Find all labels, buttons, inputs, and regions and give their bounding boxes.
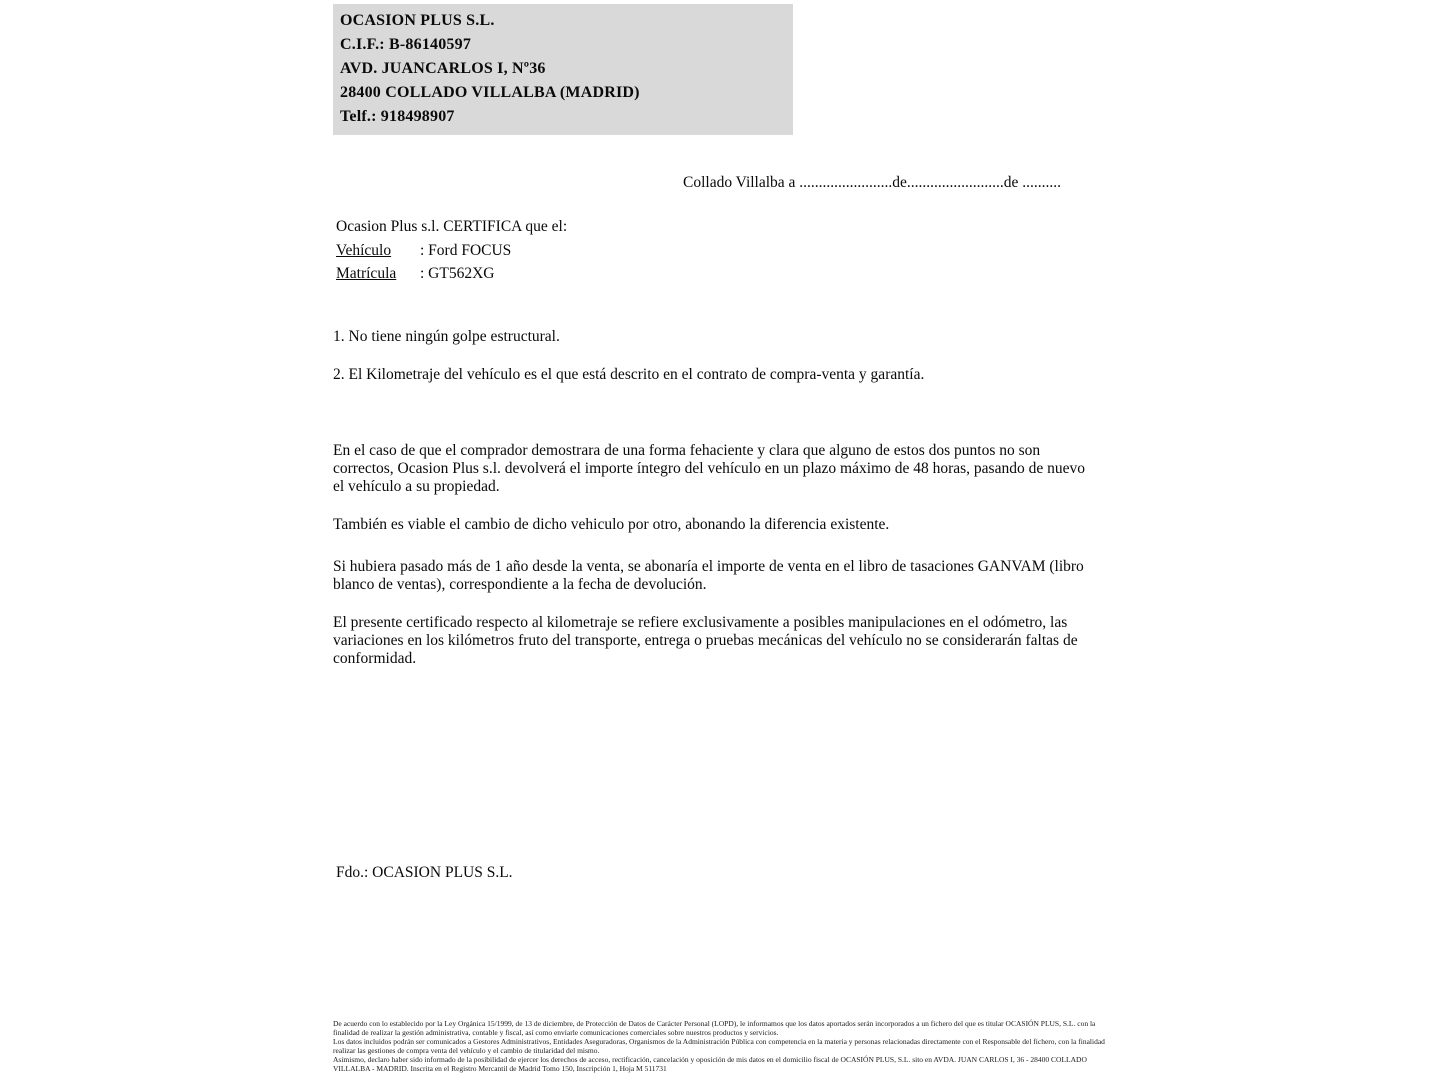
company-phone: Telf.: 918498907 bbox=[340, 108, 455, 125]
plate-label: Matrícula bbox=[336, 265, 397, 282]
plate-line bbox=[336, 265, 494, 283]
date-line: Collado Villalba a ........................de.........................de .......... bbox=[683, 174, 1062, 191]
legal-paragraph-data-sharing: Los datos incluidos podrán ser comunicados a Gestores Administrativos, Entidades Aseguradoras, Organismos de la Administración Pública con competencia en la materia y personas relacionadas directamente con el Responsable del fichero, con la finalidad realizar las gestiones de compra venta del vehículo y el cambio de titularidad del mismo. bbox=[333, 1037, 1105, 1055]
paragraph-odometer: El presente certificado respecto al kilometraje se refiere exclusivamente a posibles manipulaciones en el odómetro, las variaciones en los kilómetros fruto del transporte, entrega o pruebas mecánicas del vehículo no se considerarán faltas de conformidad. bbox=[333, 614, 1078, 667]
company-header-box bbox=[333, 4, 793, 135]
paragraph-ganvam: Si hubiera pasado más de 1 año desde la venta, se abonaría el importe de venta en el libro de tasaciones GANVAM (libro blanco de ventas), correspondiente a la fecha de devolución. bbox=[333, 558, 1084, 593]
company-cif: C.I.F.: B-86140597 bbox=[340, 36, 472, 53]
vehicle-label: Vehículo bbox=[336, 242, 392, 259]
company-name: OCASION PLUS S.L. bbox=[340, 12, 495, 29]
vehicle-value: : Ford FOCUS bbox=[420, 242, 512, 259]
plate-value: : GT562XG bbox=[420, 265, 495, 282]
paragraph-refund: En el caso de que el comprador demostrara de una forma fehaciente y clara que alguno de estos dos puntos no son correctos, Ocasion Plus s.l. devolverá el importe íntegro del vehículo en un plazo máximo de 48 horas, pasando de nuevo el vehículo a su propiedad. bbox=[333, 442, 1085, 495]
legal-footer bbox=[333, 1019, 1105, 1073]
company-city: 28400 COLLADO VILLALBA (MADRID) bbox=[340, 84, 640, 101]
legal-paragraph-lopd: De acuerdo con lo establecido por la Ley Orgánica 15/1999, de 13 de diciembre, de Protección de Datos de Carácter Personal (LOPD), le informamos que los datos aportados serán incorporados a un fichero del que es titular OCASIÓN PLUS, S.L. con la finalidad de realizar la gestión administrativa, contable y fiscal, así como enviarle comunicaciones comerciales sobre nuestros productos y servicios. bbox=[333, 1019, 1096, 1037]
legal-paragraph-rights: Asimismo, declaro haber sido informado de la posibilidad de ejercer los derechos de acceso, rectificación, cancelación y oposición de mis datos en el domicilio fiscal de OCASIÓN PLUS, S.L. sito en AVDA. JUAN CARLOS I, 36 - 28400 COLLADO VILLALBA - MADRID. Inscrita en el Registro Mercantil de Madrid Tomo 150, Inscripción 1, Hoja M 511731 bbox=[333, 1055, 1087, 1073]
signature-line: Fdo.: OCASION PLUS S.L. bbox=[336, 864, 513, 881]
vehicle-line bbox=[336, 242, 511, 260]
certificate-point-1: 1. No tiene ningún golpe estructural. bbox=[333, 328, 560, 345]
certificate-point-2: 2. El Kilometraje del vehículo es el que está descrito en el contrato de compra-venta y garantía. bbox=[333, 366, 925, 383]
paragraph-exchange: También es viable el cambio de dicho vehiculo por otro, abonando la diferencia existente. bbox=[333, 516, 890, 533]
certify-intro: Ocasion Plus s.l. CERTIFICA que el: bbox=[336, 218, 568, 235]
company-address: AVD. JUANCARLOS I, Nº36 bbox=[340, 60, 546, 77]
